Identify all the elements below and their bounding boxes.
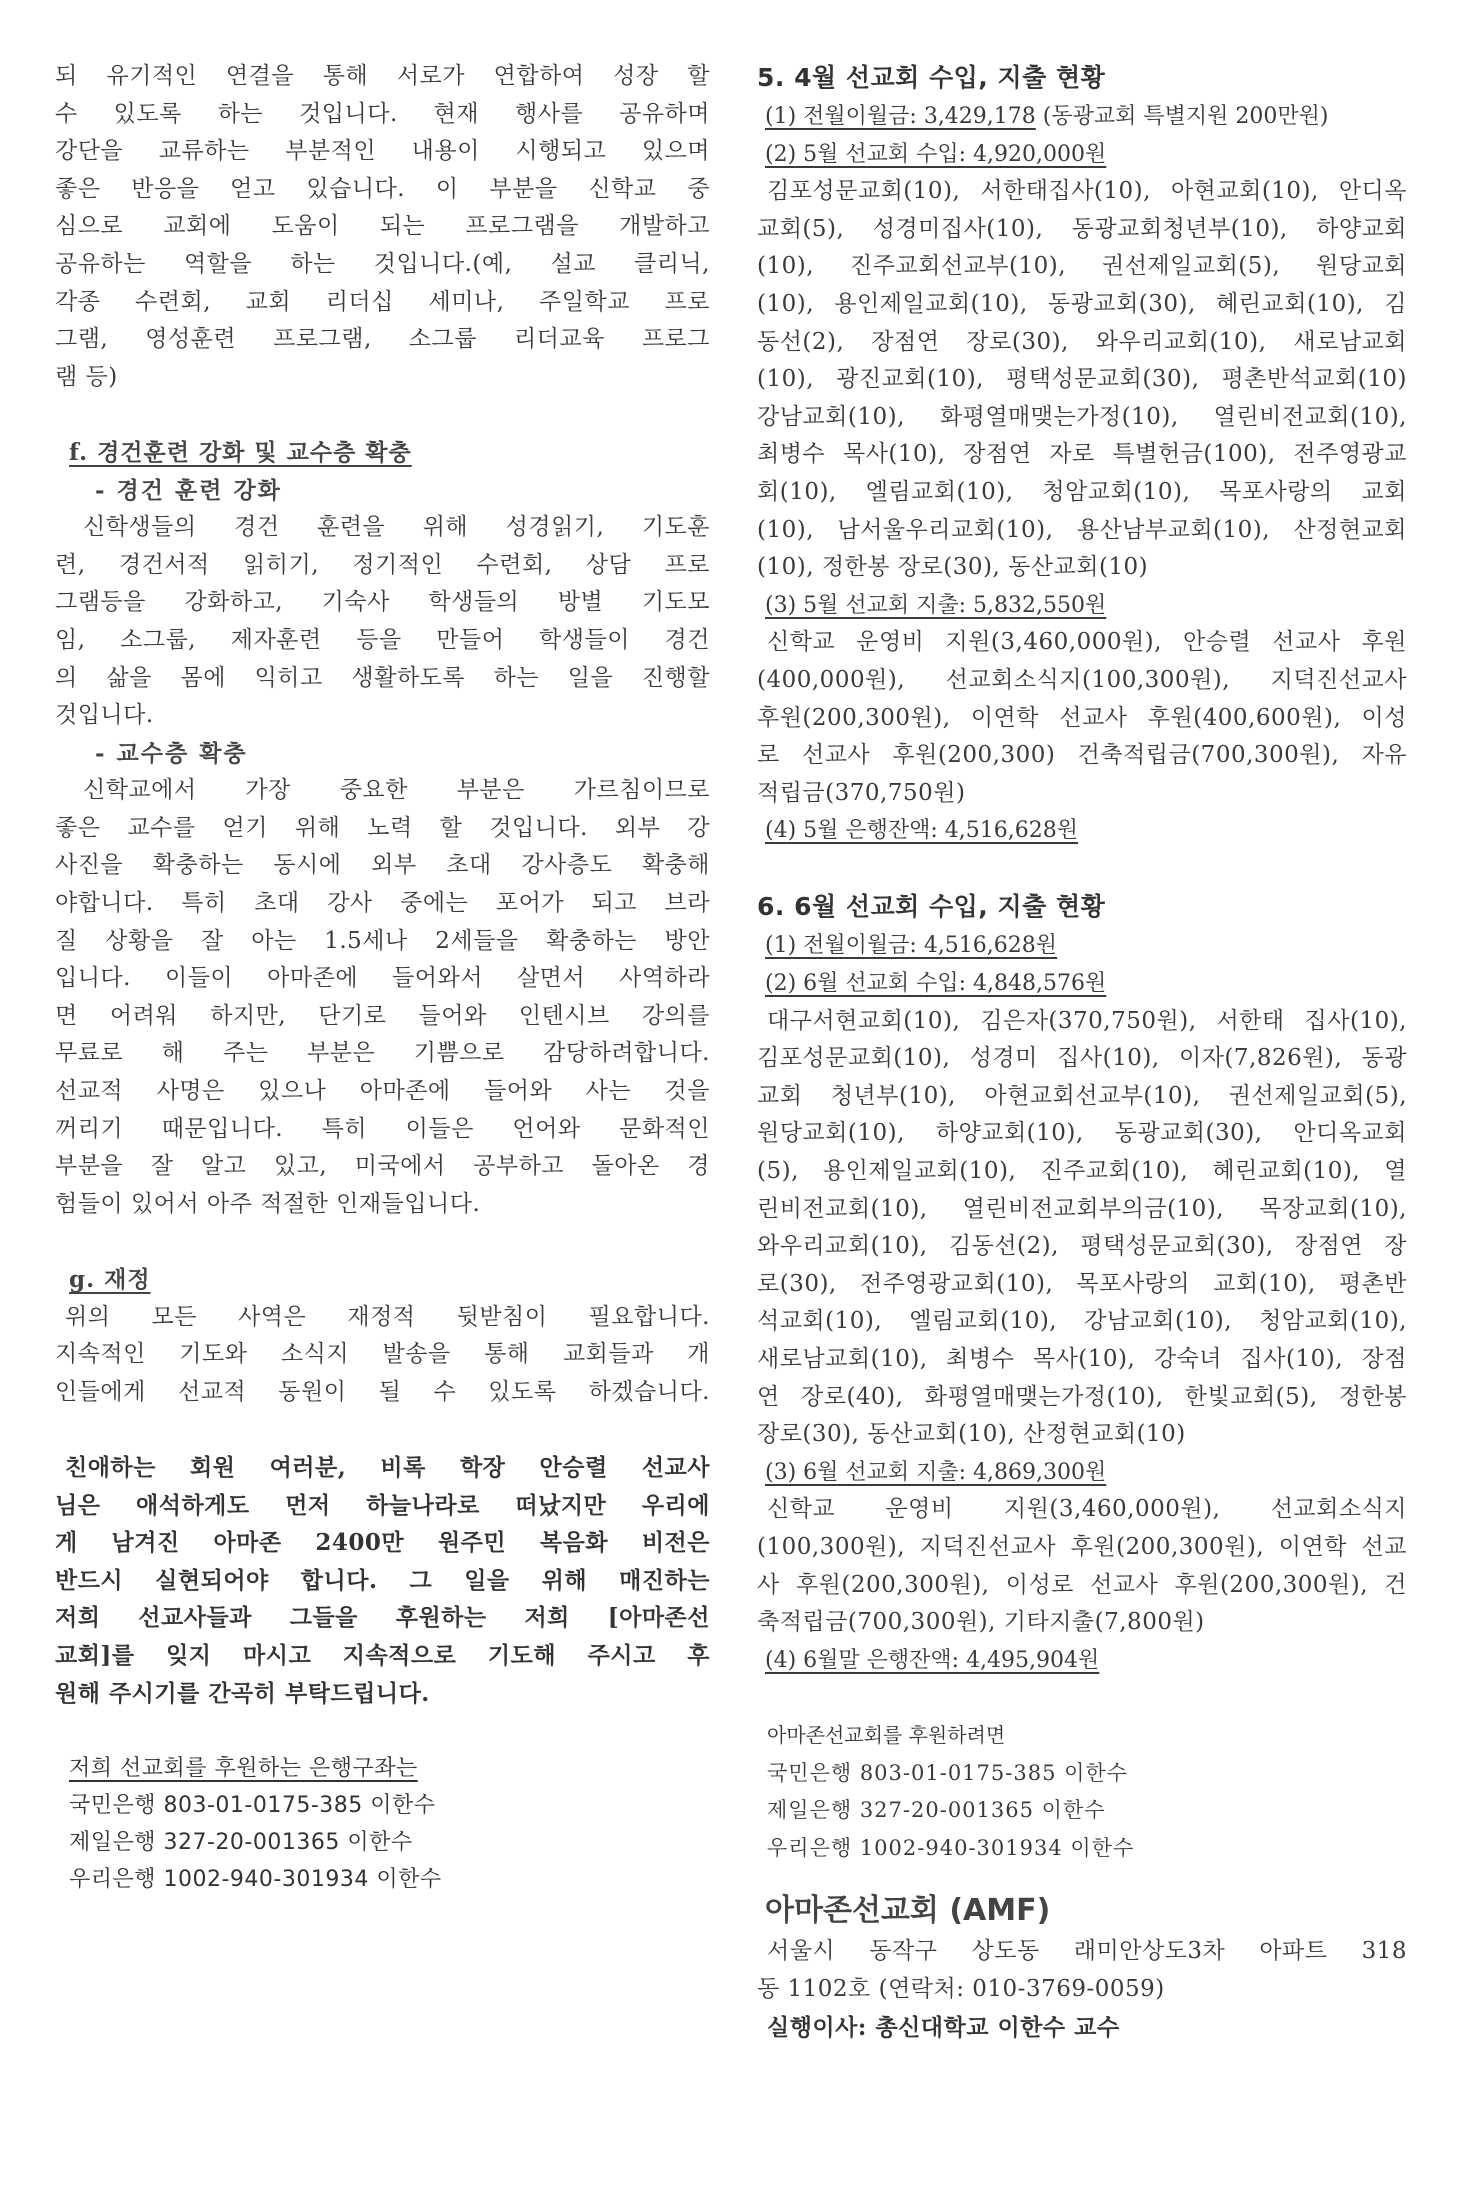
spacer	[757, 1867, 1407, 1889]
income-line: 와우리교회(10), 김동선(2), 평택성문교회(30), 장점연 장	[757, 1233, 1407, 1260]
text-line: 게 남겨진 아마존 2400만 원주민 복음화 비전은	[55, 1529, 710, 1557]
section-5	[757, 58, 1407, 850]
income-line: 석교회(10), 엘림교회(10), 강남교회(10), 청암교회(10),	[757, 1308, 1407, 1335]
expense-line: 후원(200,300원), 이연학 선교사 후원(400,600원), 이성	[757, 704, 1407, 731]
text-line: 선교적 사명은 있으나 아마존에 들어와 사는 것을	[55, 1078, 710, 1105]
bank-balance-label: (4) 5월 은행잔액: 4,516,628원	[765, 818, 1079, 844]
text-line: 친애하는 회원 여러분, 비록 학장 안승렬 선교사	[65, 1453, 710, 1481]
text-line: 수 있도록 하는 것입니다. 현재 행사를 공유하며	[55, 100, 710, 127]
text-line: 면 어려워 하지만, 단기로 들어와 인텐시브 강의를	[55, 1002, 710, 1029]
income-line: 대구서현교회(10), 김은자(370,750원), 서한태 집사(10),	[767, 1007, 1407, 1034]
carryover-label: (1) 전월이월금: 4,516,628원	[765, 933, 1058, 959]
text-line: 입니다. 이들이 아마존에 들어와서 살면서 사역하라	[55, 965, 710, 992]
text-line: 의 삶을 몸에 익히고 생활하도록 하는 일을 진행할	[55, 664, 710, 691]
organization-name: 아마존선교회 (AMF)	[765, 1893, 1051, 1929]
section-f	[55, 434, 710, 1223]
expense-total	[757, 587, 1407, 625]
text-line: 련, 경건서적 읽히기, 정기적인 수련회, 상담 프로	[55, 551, 710, 578]
bank-account: 우리은행 1002-940-301934 이한수	[767, 1835, 1135, 1860]
spacer	[55, 1223, 710, 1261]
text-line: 그램등을 강화하고, 기숙사 학생들의 방별 기도모	[55, 589, 710, 616]
income-line: 최병수 목사(10), 장점연 자로 특별헌금(100), 전주영광교	[757, 441, 1407, 468]
bank-accounts-handwritten	[55, 1750, 710, 1898]
spacer	[55, 1411, 710, 1449]
spacer	[55, 1712, 710, 1750]
text-line: 것입니다.	[55, 702, 154, 729]
left-column	[55, 58, 710, 1898]
expense-line: (400,000원), 선교회소식지(100,300원), 지덕진선교사	[757, 666, 1407, 693]
income-line: 원당교회(10), 하양교회(10), 동광교회(30), 안디옥교회	[757, 1120, 1407, 1147]
income-line: (10), 정한봉 장로(30), 동산교회(10)	[757, 554, 1149, 581]
executive-director: 실행이사: 총신대학교 이한수 교수	[767, 2013, 1120, 2041]
expense-line: 적립금(370,750원)	[757, 779, 966, 806]
text-line: 반드시 실현되어야 합니다. 그 일을 위해 매진하는	[55, 1566, 710, 1594]
income-line: (10), 광진교회(10), 평택성문교회(30), 평촌반석교회(10)	[757, 366, 1407, 393]
income-line: 교회 청년부(10), 아현교회선교부(10), 권선제일교회(5),	[757, 1082, 1407, 1109]
carryover-item	[757, 98, 1407, 136]
bank-account: 제일은행 327-20-001365 이한수	[767, 1798, 1106, 1823]
income-line: (10), 용인제일교회(10), 동광교회(30), 혜린교회(10), 김	[757, 290, 1407, 317]
bank-account: 제일은행 327-20-001365 이한수	[69, 1829, 413, 1855]
income-line: 장로(30), 동산교회(10), 산정현교회(10)	[757, 1421, 1186, 1448]
income-total	[757, 965, 1407, 1003]
carryover-item	[757, 927, 1407, 965]
spacer	[55, 396, 710, 434]
text-line: 인들에게 선교적 동원이 될 수 있도록 하겠습니다.	[55, 1378, 710, 1405]
text-line: 꺼리기 때문입니다. 특히 이들은 언어와 문화적인	[55, 1115, 710, 1142]
section-g	[55, 1261, 710, 1411]
bank-account: 우리은행 1002-940-301934 이한수	[69, 1866, 442, 1892]
appeal-paragraph	[55, 1449, 710, 1712]
subsection-heading: - 교수층 확충	[95, 739, 248, 767]
section-g-heading: g. 재정	[69, 1266, 151, 1293]
text-line: 사진을 확충하는 동시에 외부 초대 강사층도 확충해	[55, 852, 710, 879]
text-line: 좋은 교수를 얻기 위해 노력 할 것입니다. 외부 강	[55, 814, 710, 841]
intro-paragraph	[55, 58, 710, 396]
expense-line: (100,300원), 지덕진선교사 후원(200,300원), 이연학 선교	[757, 1533, 1407, 1560]
support-title: 아마존선교회를 후원하려면	[767, 1722, 1006, 1747]
spacer	[757, 850, 1407, 888]
text-line: 되 유기적인 연결을 통해 서로가 연합하여 성장 할	[55, 63, 710, 89]
expense-line: 축적립금(700,300원), 기타지출(7,800원)	[757, 1609, 1205, 1636]
income-total-label: (2) 6월 선교회 수입: 4,848,576원	[765, 971, 1107, 997]
text-line: 좋은 반응을 얻고 있습니다. 이 부분을 신학교 중	[55, 175, 710, 202]
income-total	[757, 136, 1407, 174]
income-line: 강남교회(10), 화평열매맺는가정(10), 열린비전교회(10),	[757, 403, 1407, 430]
bank-account: 국민은행 803-01-0175-385 이한수	[69, 1792, 436, 1818]
subsection-heading: - 경건 훈련 강화	[95, 476, 282, 504]
expense-line: 신학교 운영비 지원(3,460,000원), 선교회소식지	[767, 1496, 1407, 1523]
text-line: 그램, 영성훈련 프로그램, 소그룹 리더교육 프로그	[55, 326, 710, 353]
income-line: 김포성문교회(10), 서한태집사(10), 아현교회(10), 안디옥	[767, 178, 1407, 205]
income-line: (5), 용인제일교회(10), 진주교회(10), 혜린교회(10), 열	[757, 1158, 1407, 1185]
expense-total	[757, 1454, 1407, 1492]
text-line: 질 상황을 잘 아는 1.5세나 2세들을 확충하는 방안	[55, 927, 710, 954]
text-line: 공유하는 역할을 하는 것입니다.(예, 설교 클리닉,	[55, 250, 710, 277]
text-line: 임, 소그룹, 제자훈련 등을 만들어 학생들이 경건	[55, 626, 710, 653]
address-line: 동 1102호 (연락처: 010-3769-0059)	[757, 1975, 1165, 2002]
text-line: 님은 애석하게도 먼저 하늘나라로 떠났지만 우리에	[55, 1491, 710, 1519]
text-line: 야합니다. 특히 초대 강사 중에는 포어가 되고 브라	[55, 890, 710, 917]
text-line: 지속적인 기도와 소식지 발송을 통해 교회들과 개	[55, 1341, 710, 1368]
bank-balance-label: (4) 6월말 은행잔액: 4,495,904원	[765, 1647, 1100, 1673]
text-line: 위의 모든 사역은 재정적 뒷받침이 필요합니다.	[65, 1303, 710, 1330]
income-line: 동선(2), 장점연 장로(30), 와우리교회(10), 새로남교회	[757, 328, 1407, 355]
text-line: 신학교에서 가장 중요한 부분은 가르침이므로	[83, 777, 710, 804]
text-line: 심으로 교회에 도움이 되는 프로그램을 개발하고	[55, 213, 710, 240]
text-line: 부분을 잘 알고 있고, 미국에서 공부하고 돌아온 경	[55, 1153, 710, 1180]
income-line: 김포성문교회(10), 성경미 집사(10), 이자(7,826원), 동광	[757, 1045, 1407, 1072]
bank-balance	[757, 1642, 1407, 1680]
bank-balance	[757, 812, 1407, 850]
income-line: 연 장로(40), 화평열매맺는가정(10), 한빛교회(5), 정한봉	[757, 1383, 1407, 1410]
income-line: 린비전교회(10), 열린비전교회부의금(10), 목장교회(10),	[757, 1195, 1407, 1222]
income-line: 로(30), 전주영광교회(10), 목포사랑의 교회(10), 평촌반	[757, 1270, 1407, 1297]
expense-total-label: (3) 5월 선교회 지출: 5,832,550원	[765, 592, 1107, 618]
text-line: 험들이 있어서 아주 적절한 인재들입니다.	[55, 1190, 481, 1217]
section-5-title: 5. 4월 선교회 수입, 지출 현황	[757, 63, 1106, 92]
text-line: 신학생들의 경건 훈련을 위해 성경읽기, 기도훈	[83, 514, 710, 541]
expense-line: 신학교 운영비 지원(3,460,000원), 안승렬 선교사 후원	[767, 629, 1407, 656]
expense-total-label: (3) 6월 선교회 지출: 4,869,300원	[765, 1459, 1107, 1485]
text-line: 원해 주시기를 간곡히 부탁드립니다.	[55, 1679, 430, 1707]
income-line: (10), 남서울우리교회(10), 용산남부교회(10), 산정현교회	[757, 516, 1407, 543]
text-line: 각종 수련회, 교회 리더십 세미나, 주일학교 프로	[55, 288, 710, 315]
support-info	[757, 1717, 1407, 1867]
text-line: 무료로 해 주는 부분은 기쁨으로 감당하려합니다.	[55, 1040, 710, 1067]
section-f-heading: f. 경건훈련 강화 및 교수층 확충	[69, 438, 412, 466]
text-line: 교회]를 잊지 마시고 지속적으로 기도해 주시고 후	[55, 1641, 710, 1669]
text-line: 저희 선교사들과 그들을 후원하는 저희 [아마존선	[55, 1604, 710, 1632]
text-line: 강단을 교류하는 부분적인 내용이 시행되고 있으며	[55, 138, 710, 165]
income-line: 교회(5), 성경미집사(10), 동광교회청년부(10), 하양교회	[757, 215, 1407, 242]
expense-line: 사 후원(200,300원), 이성로 선교사 후원(200,300원), 건	[757, 1571, 1407, 1598]
organization-info	[757, 1889, 1407, 2046]
income-line: 회(10), 엘림교회(10), 청암교회(10), 목포사랑의 교회	[757, 478, 1407, 505]
carryover-label: (1) 전월이월금: 3,429,178	[765, 104, 1036, 129]
carryover-note: (동광교회 특별지원 200만원)	[1035, 104, 1329, 129]
address-line: 서울시 동작구 상도동 래미안상도3차 아파트 318	[767, 1938, 1407, 1965]
income-line: 새로남교회(10), 최병수 목사(10), 강숙녀 집사(10), 장점	[757, 1346, 1407, 1372]
bank-account: 국민은행 803-01-0175-385 이한수	[767, 1760, 1128, 1785]
income-line: (10), 진주교회선교부(10), 권선제일교회(5), 원당교회	[757, 253, 1407, 280]
right-column	[757, 58, 1407, 2046]
bank-accounts-title: 저희 선교회를 후원하는 은행구좌는	[69, 1755, 418, 1781]
text-line: 램 등)	[55, 363, 118, 390]
section-6	[757, 887, 1407, 1679]
section-6-title: 6. 6월 선교회 수입, 지출 현황	[757, 892, 1106, 922]
expense-line: 로 선교사 후원(200,300) 건축적립금(700,300원), 자유	[757, 742, 1407, 769]
spacer	[757, 1679, 1407, 1717]
income-total-label: (2) 5월 선교회 수입: 4,920,000원	[765, 141, 1107, 167]
